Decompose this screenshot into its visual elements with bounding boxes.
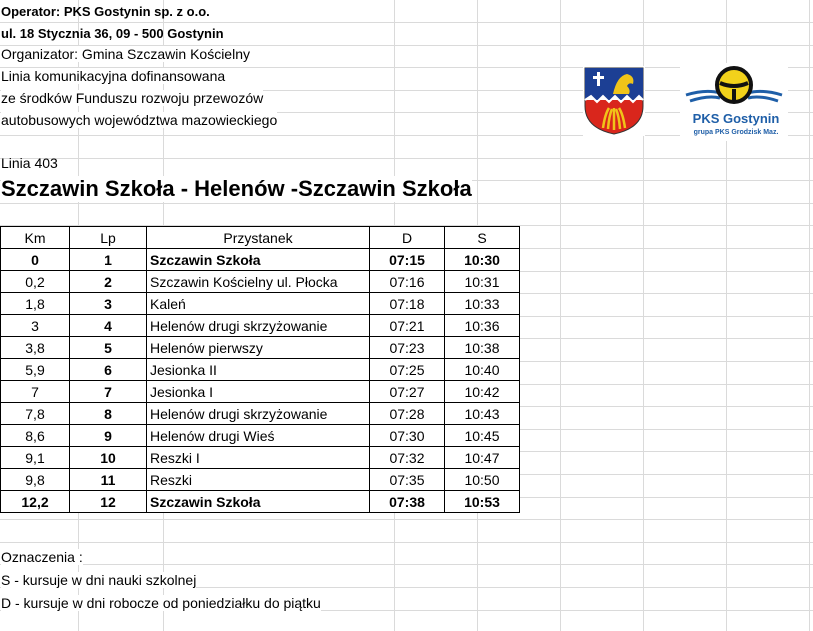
- km-cell: 12,2: [1, 491, 70, 513]
- d-time-cell: 07:32: [370, 447, 445, 469]
- s-time-cell: 10:50: [445, 469, 520, 491]
- km-cell: 7,8: [1, 403, 70, 425]
- stop-cell: Helenów drugi skrzyżowanie: [147, 403, 370, 425]
- legend-d: D - kursuje w dni robocze od poniedziałku do piątku: [1, 595, 321, 611]
- km-cell: 9,8: [1, 469, 70, 491]
- km-cell: 0: [1, 249, 70, 271]
- stop-cell: Helenów pierwszy: [147, 337, 370, 359]
- stop-cell: Szczawin Szkoła: [147, 491, 370, 513]
- table-row: [1, 359, 520, 381]
- address-line: ul. 18 Stycznia 36, 09 - 500 Gostynin: [1, 26, 224, 41]
- organizer-line: Organizator: Gmina Szczawin Kościelny: [1, 46, 250, 62]
- route-title: Szczawin Szkoła - Helenów -Szczawin Szkoła: [1, 176, 472, 201]
- table-row: [1, 447, 520, 469]
- lp-cell: 9: [70, 425, 147, 447]
- s-time-cell: 10:38: [445, 337, 520, 359]
- timetable: [0, 226, 520, 513]
- lp-cell: 5: [70, 337, 147, 359]
- km-cell: 3,8: [1, 337, 70, 359]
- lp-cell: 4: [70, 315, 147, 337]
- s-time-cell: 10:43: [445, 403, 520, 425]
- lp-cell: 3: [70, 293, 147, 315]
- d-time-cell: 07:18: [370, 293, 445, 315]
- table-row: [1, 403, 520, 425]
- lp-cell: 10: [70, 447, 147, 469]
- timetable-header-row: [1, 227, 520, 249]
- funding-line-2: ze środków Funduszu rozwoju przewozów: [1, 90, 264, 106]
- d-time-cell: 07:30: [370, 425, 445, 447]
- s-time-cell: 10:42: [445, 381, 520, 403]
- d-time-cell: 07:16: [370, 271, 445, 293]
- pks-subtitle-text: grupa PKS Grodzisk Maz.: [693, 129, 779, 136]
- lp-cell: 2: [70, 271, 147, 293]
- column-header: S: [445, 227, 520, 249]
- pks-steering-wheel-icon: [680, 63, 788, 111]
- stop-cell: Jesionka I: [147, 381, 370, 403]
- table-row: [1, 293, 520, 315]
- stop-cell: Reszki I: [147, 447, 370, 469]
- table-row: [1, 381, 520, 403]
- s-time-cell: 10:45: [445, 425, 520, 447]
- column-header: D: [370, 227, 445, 249]
- column-header: Km: [1, 227, 70, 249]
- lp-cell: 6: [70, 359, 147, 381]
- d-time-cell: 07:27: [370, 381, 445, 403]
- d-time-cell: 07:21: [370, 315, 445, 337]
- lp-cell: 7: [70, 381, 147, 403]
- table-row: [1, 337, 520, 359]
- km-cell: 3: [1, 315, 70, 337]
- km-cell: 9,1: [1, 447, 70, 469]
- s-time-cell: 10:53: [445, 491, 520, 513]
- d-time-cell: 07:15: [370, 249, 445, 271]
- km-cell: 0,2: [1, 271, 70, 293]
- table-row: [1, 469, 520, 491]
- pks-logo: [680, 63, 788, 141]
- s-time-cell: 10:40: [445, 359, 520, 381]
- km-cell: 7: [1, 381, 70, 403]
- table-row: [1, 315, 520, 337]
- lp-cell: 12: [70, 491, 147, 513]
- pks-brand-text: PKS Gostynin: [692, 111, 780, 126]
- table-row: [1, 425, 520, 447]
- column-header: Przystanek: [147, 227, 370, 249]
- stop-cell: Szczawin Kościelny ul. Płocka: [147, 271, 370, 293]
- stop-cell: Szczawin Szkoła: [147, 249, 370, 271]
- stop-cell: Kaleń: [147, 293, 370, 315]
- km-cell: 1,8: [1, 293, 70, 315]
- s-time-cell: 10:31: [445, 271, 520, 293]
- column-header: Lp: [70, 227, 147, 249]
- operator-line: Operator: PKS Gostynin sp. z o.o.: [1, 4, 210, 19]
- funding-line-3: autobusowych województwa mazowieckiego: [1, 112, 278, 128]
- table-row: [1, 249, 520, 271]
- legend-title: Oznaczenia :: [1, 549, 83, 565]
- s-time-cell: 10:30: [445, 249, 520, 271]
- stop-cell: Helenów drugi skrzyżowanie: [147, 315, 370, 337]
- funding-line-1: Linia komunikacyjna dofinansowana: [1, 68, 226, 84]
- stop-cell: Reszki: [147, 469, 370, 491]
- km-cell: 5,9: [1, 359, 70, 381]
- stop-cell: Helenów drugi Wieś: [147, 425, 370, 447]
- lp-cell: 11: [70, 469, 147, 491]
- d-time-cell: 07:25: [370, 359, 445, 381]
- lp-cell: 8: [70, 403, 147, 425]
- legend-s: S - kursuje w dni nauki szkolnej: [1, 572, 197, 588]
- s-time-cell: 10:33: [445, 293, 520, 315]
- coat-of-arms-icon: [583, 66, 645, 136]
- table-row: [1, 271, 520, 293]
- s-time-cell: 10:47: [445, 447, 520, 469]
- lp-cell: 1: [70, 249, 147, 271]
- km-cell: 8,6: [1, 425, 70, 447]
- stop-cell: Jesionka II: [147, 359, 370, 381]
- s-time-cell: 10:36: [445, 315, 520, 337]
- d-time-cell: 07:38: [370, 491, 445, 513]
- table-row: [1, 491, 520, 513]
- d-time-cell: 07:28: [370, 403, 445, 425]
- d-time-cell: 07:23: [370, 337, 445, 359]
- line-label: Linia 403: [1, 155, 58, 171]
- d-time-cell: 07:35: [370, 469, 445, 491]
